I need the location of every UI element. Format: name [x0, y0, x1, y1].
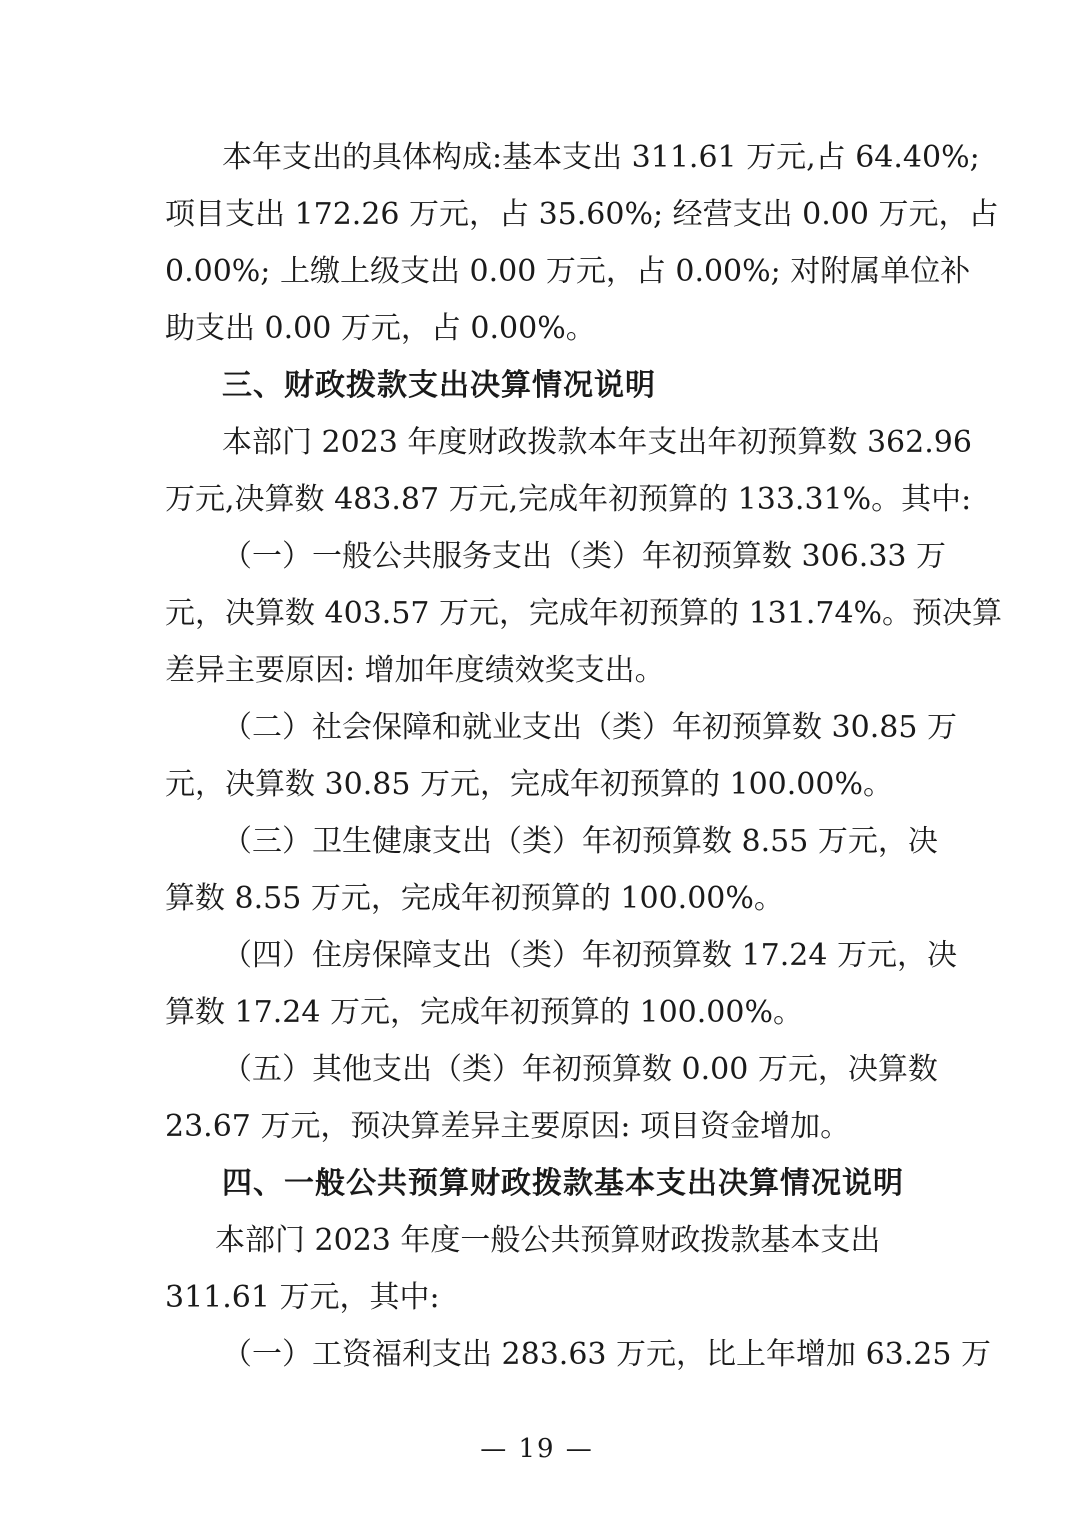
paragraph-line: 项目支出 172.26 万元，占 35.60%; 经营支出 0.00 万元，占: [165, 197, 999, 232]
paragraph-line: （五）其他支出（类）年初预算数 0.00 万元，决算数: [222, 1052, 938, 1087]
paragraph-line: 311.61 万元，其中:: [165, 1280, 440, 1315]
paragraph-line: 元，决算数 30.85 万元，完成年初预算的 100.00%。: [165, 767, 893, 802]
paragraph-line: 本部门 2023 年度一般公共预算财政拨款基本支出: [215, 1223, 881, 1258]
paragraph-line: 本部门 2023 年度财政拨款本年支出年初预算数 362.96: [222, 425, 972, 460]
paragraph-line: 算数 8.55 万元，完成年初预算的 100.00%。: [165, 881, 784, 916]
paragraph-line: （二）社会保障和就业支出（类）年初预算数 30.85 万: [222, 710, 957, 745]
paragraph-line: （一）一般公共服务支出（类）年初预算数 306.33 万: [222, 539, 947, 574]
section-heading: 四、一般公共预算财政拨款基本支出决算情况说明: [222, 1166, 904, 1201]
paragraph-line: （三）卫生健康支出（类）年初预算数 8.55 万元，决: [222, 824, 938, 859]
paragraph-line: 23.67 万元，预决算差异主要原因: 项目资金增加。: [165, 1109, 851, 1144]
section-heading: 三、财政拨款支出决算情况说明: [222, 368, 656, 403]
page-number: — 19 —: [480, 1434, 594, 1464]
paragraph-line: （一）工资福利支出 283.63 万元，比上年增加 63.25 万: [222, 1337, 991, 1372]
paragraph-line: （四）住房保障支出（类）年初预算数 17.24 万元，决: [222, 938, 957, 973]
paragraph-line: 0.00%; 上缴上级支出 0.00 万元，占 0.00%; 对附属单位补: [165, 254, 971, 289]
paragraph-line: 算数 17.24 万元，完成年初预算的 100.00%。: [165, 995, 803, 1030]
paragraph-line: 元，决算数 403.57 万元，完成年初预算的 131.74%。预决算: [165, 596, 1003, 631]
paragraph-line: 差异主要原因: 增加年度绩效奖支出。: [165, 653, 665, 688]
paragraph-line: 本年支出的具体构成:基本支出 311.61 万元,占 64.40%;: [222, 140, 980, 175]
paragraph-line: 万元,决算数 483.87 万元,完成年初预算的 133.31%。其中:: [165, 482, 972, 517]
paragraph-line: 助支出 0.00 万元，占 0.00%。: [165, 311, 596, 346]
